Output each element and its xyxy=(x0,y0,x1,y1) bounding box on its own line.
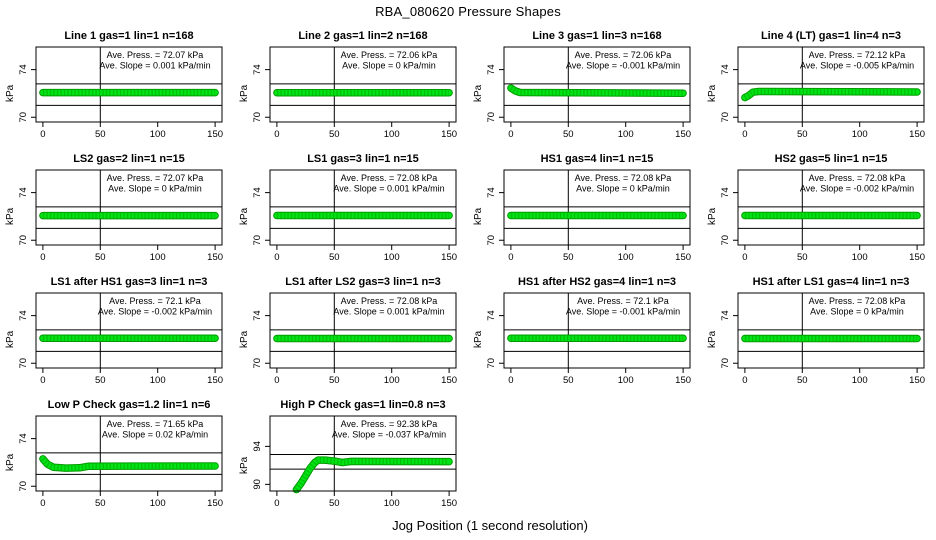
x-tick-label: 150 xyxy=(675,129,692,140)
y-tick-label: 70 xyxy=(486,111,497,123)
x-tick-label: 0 xyxy=(40,129,46,140)
subplot-canvas xyxy=(468,148,702,271)
annotation-ave-press: Ave. Press. = 72.1 kPa xyxy=(577,296,669,306)
subplot-2 xyxy=(234,25,468,148)
y-tick-label: 74 xyxy=(486,310,497,321)
x-tick-label: 100 xyxy=(383,375,400,386)
subplot-title: Low P Check gas=1.2 lin=1 n=6 xyxy=(47,399,211,411)
subplot-5 xyxy=(0,148,234,271)
annotation-ave-press: Ave. Press. = 72.08 kPa xyxy=(340,173,438,183)
x-tick-label: 50 xyxy=(563,129,574,140)
x-tick-label: 150 xyxy=(207,498,224,509)
subplot-7 xyxy=(468,148,702,271)
y-axis-unit: kPa xyxy=(473,330,484,349)
annotation-ave-press: Ave. Press. = 72.1 kPa xyxy=(109,296,201,306)
y-tick-label: 70 xyxy=(252,357,263,369)
x-tick-label: 0 xyxy=(274,129,280,140)
x-tick-label: 150 xyxy=(207,129,224,140)
x-tick-label: 150 xyxy=(675,375,692,386)
x-tick-label: 0 xyxy=(40,252,46,263)
annotation-ave-press: Ave. Press. = 72.07 kPa xyxy=(106,173,204,183)
y-tick-label: 74 xyxy=(252,64,263,75)
annotation-ave-slope: Ave. Slope = 0.001 kPa/min xyxy=(99,60,211,71)
subplot-title: Line 4 (LT) gas=1 lin=4 n=3 xyxy=(760,30,902,42)
subplot-3 xyxy=(468,25,702,148)
subplot-canvas xyxy=(0,271,234,394)
subplot-12 xyxy=(702,271,936,394)
x-tick-label: 100 xyxy=(149,375,166,386)
y-tick-label: 74 xyxy=(18,187,29,198)
subplot-8 xyxy=(702,148,936,271)
y-tick-label: 70 xyxy=(18,480,29,492)
y-tick-label: 74 xyxy=(252,187,263,198)
annotation-ave-press: Ave. Press. = 71.65 kPa xyxy=(106,419,204,429)
x-tick-label: 0 xyxy=(274,252,280,263)
subplot-9 xyxy=(0,271,234,394)
subplot-title: Line 3 gas=1 lin=3 n=168 xyxy=(532,30,662,42)
x-tick-label: 50 xyxy=(329,375,340,386)
annotation-ave-slope: Ave. Slope = 0 kPa/min xyxy=(342,60,436,71)
annotation-ave-slope: Ave. Slope = 0 kPa/min xyxy=(810,306,904,317)
subplot-1 xyxy=(0,25,234,148)
annotation-ave-press: Ave. Press. = 92.38 kPa xyxy=(340,419,438,429)
subplot-10 xyxy=(234,271,468,394)
y-axis-unit: kPa xyxy=(5,330,16,349)
subplot-canvas xyxy=(234,25,468,148)
x-tick-label: 0 xyxy=(274,498,280,509)
x-tick-label: 0 xyxy=(742,129,748,140)
x-tick-label: 50 xyxy=(329,252,340,263)
x-tick-label: 100 xyxy=(149,498,166,509)
subplot-canvas xyxy=(468,271,702,394)
x-tick-label: 150 xyxy=(207,252,224,263)
x-tick-label: 150 xyxy=(441,129,458,140)
y-axis-unit: kPa xyxy=(707,84,718,103)
x-tick-label: 150 xyxy=(909,375,926,386)
y-tick-label: 70 xyxy=(252,234,263,246)
x-tick-label: 0 xyxy=(508,129,514,140)
subplot-title: LS1 gas=3 lin=1 n=15 xyxy=(307,153,419,165)
annotation-ave-slope: Ave. Slope = -0.002 kPa/min xyxy=(799,183,915,194)
subplot-title: HS1 after LS1 gas=4 lin=1 n=3 xyxy=(752,276,910,288)
y-axis-unit: kPa xyxy=(239,207,250,226)
x-tick-label: 50 xyxy=(563,375,574,386)
y-tick-label: 70 xyxy=(18,357,29,369)
y-axis-unit: kPa xyxy=(473,207,484,226)
x-tick-label: 150 xyxy=(441,252,458,263)
y-axis-unit: kPa xyxy=(473,84,484,103)
y-tick-label: 70 xyxy=(18,111,29,123)
x-tick-label: 0 xyxy=(508,252,514,263)
y-axis-unit: kPa xyxy=(5,453,16,472)
x-tick-label: 100 xyxy=(617,252,634,263)
y-tick-label: 70 xyxy=(18,234,29,246)
x-axis-label: Jog Position (1 second resolution) xyxy=(392,518,588,533)
annotation-ave-slope: Ave. Slope = 0 kPa/min xyxy=(108,183,202,194)
annotation-ave-slope: Ave. Slope = 0.001 kPa/min xyxy=(333,306,445,317)
annotation-ave-press: Ave. Press. = 72.08 kPa xyxy=(808,173,906,183)
annotation-ave-slope: Ave. Slope = -0.002 kPa/min xyxy=(97,306,213,317)
y-axis-unit: kPa xyxy=(707,330,718,349)
subplot-14 xyxy=(234,394,468,517)
x-tick-label: 50 xyxy=(95,252,106,263)
subplot-6 xyxy=(234,148,468,271)
subplot-canvas xyxy=(0,25,234,148)
subplot-title: Line 2 gas=1 lin=2 n=168 xyxy=(298,30,428,42)
y-tick-label: 74 xyxy=(720,310,731,321)
x-tick-label: 50 xyxy=(563,252,574,263)
annotation-ave-press: Ave. Press. = 72.06 kPa xyxy=(574,50,672,60)
y-tick-label: 90 xyxy=(252,479,263,490)
x-tick-label: 0 xyxy=(742,252,748,263)
subplot-title: LS1 after HS1 gas=3 lin=1 n=3 xyxy=(50,276,208,288)
x-tick-label: 100 xyxy=(617,129,634,140)
x-tick-label: 0 xyxy=(742,375,748,386)
x-tick-label: 100 xyxy=(383,252,400,263)
y-tick-label: 74 xyxy=(18,64,29,75)
annotation-ave-slope: Ave. Slope = 0 kPa/min xyxy=(576,183,670,194)
subplot-title: High P Check gas=1 lin=0.8 n=3 xyxy=(280,399,446,411)
x-tick-label: 50 xyxy=(797,375,808,386)
x-tick-label: 100 xyxy=(851,375,868,386)
pressure-series-edge xyxy=(296,460,449,490)
subplot-title: HS2 gas=5 lin=1 n=15 xyxy=(774,153,888,165)
subplot-4 xyxy=(702,25,936,148)
annotation-ave-press: Ave. Press. = 72.08 kPa xyxy=(340,296,438,306)
annotation-ave-press: Ave. Press. = 72.06 kPa xyxy=(340,50,438,60)
x-tick-label: 100 xyxy=(383,129,400,140)
x-tick-label: 150 xyxy=(909,129,926,140)
x-tick-label: 100 xyxy=(851,129,868,140)
subplot-canvas xyxy=(702,271,936,394)
annotation-ave-press: Ave. Press. = 72.08 kPa xyxy=(808,296,906,306)
y-tick-label: 74 xyxy=(720,187,731,198)
subplot-canvas xyxy=(234,148,468,271)
y-tick-label: 70 xyxy=(720,234,731,246)
y-axis-unit: kPa xyxy=(239,84,250,103)
subplot-canvas xyxy=(234,394,468,517)
y-axis-unit: kPa xyxy=(5,84,16,103)
subplot-canvas xyxy=(702,25,936,148)
x-tick-label: 50 xyxy=(797,252,808,263)
x-tick-label: 150 xyxy=(909,252,926,263)
y-tick-label: 74 xyxy=(18,310,29,321)
annotation-ave-slope: Ave. Slope = -0.001 kPa/min xyxy=(565,60,681,71)
x-tick-label: 150 xyxy=(441,375,458,386)
x-tick-label: 50 xyxy=(95,375,106,386)
x-tick-label: 150 xyxy=(675,252,692,263)
x-tick-label: 0 xyxy=(40,498,46,509)
y-tick-label: 70 xyxy=(720,357,731,369)
y-tick-label: 70 xyxy=(486,357,497,369)
subplot-canvas xyxy=(0,148,234,271)
subplot-canvas xyxy=(0,394,234,517)
x-tick-label: 100 xyxy=(851,252,868,263)
x-tick-label: 0 xyxy=(40,375,46,386)
y-axis-unit: kPa xyxy=(239,456,250,474)
x-tick-label: 100 xyxy=(149,252,166,263)
annotation-ave-slope: Ave. Slope = -0.001 kPa/min xyxy=(565,306,681,317)
y-tick-label: 74 xyxy=(720,64,731,75)
y-tick-label: 70 xyxy=(720,111,731,123)
y-axis-unit: kPa xyxy=(5,207,16,226)
y-tick-label: 74 xyxy=(252,310,263,321)
subplot-13 xyxy=(0,394,234,517)
annotation-ave-slope: Ave. Slope = -0.037 kPa/min xyxy=(331,429,447,440)
x-tick-label: 50 xyxy=(797,129,808,140)
y-tick-label: 74 xyxy=(18,433,29,444)
x-tick-label: 50 xyxy=(329,129,340,140)
subplot-title: HS1 after HS2 gas=4 lin=1 n=3 xyxy=(517,276,677,288)
x-tick-label: 50 xyxy=(95,129,106,140)
subplot-canvas xyxy=(702,148,936,271)
subplot-title: HS1 gas=4 lin=1 n=15 xyxy=(540,153,654,165)
y-tick-label: 74 xyxy=(486,64,497,75)
y-tick-label: 94 xyxy=(252,441,263,452)
x-tick-label: 0 xyxy=(508,375,514,386)
figure-title: RBA_080620 Pressure Shapes xyxy=(375,4,561,19)
y-tick-label: 74 xyxy=(486,187,497,198)
x-tick-label: 50 xyxy=(95,498,106,509)
subplot-canvas xyxy=(234,271,468,394)
annotation-ave-press: Ave. Press. = 72.12 kPa xyxy=(808,50,906,60)
subplot-title: LS2 gas=2 lin=1 n=15 xyxy=(73,153,185,165)
y-axis-unit: kPa xyxy=(239,330,250,349)
x-tick-label: 150 xyxy=(441,498,458,509)
annotation-ave-slope: Ave. Slope = 0.001 kPa/min xyxy=(333,183,445,194)
subplot-title: LS1 after LS2 gas=3 lin=1 n=3 xyxy=(285,276,441,288)
subplot-canvas xyxy=(468,25,702,148)
x-tick-label: 100 xyxy=(617,375,634,386)
annotation-ave-slope: Ave. Slope = 0.02 kPa/min xyxy=(101,429,209,440)
x-tick-label: 150 xyxy=(207,375,224,386)
x-tick-label: 100 xyxy=(149,129,166,140)
x-tick-label: 50 xyxy=(329,498,340,509)
y-tick-label: 70 xyxy=(486,234,497,246)
x-tick-label: 0 xyxy=(274,375,280,386)
y-axis-unit: kPa xyxy=(707,207,718,226)
y-tick-label: 70 xyxy=(252,111,263,123)
annotation-ave-press: Ave. Press. = 72.07 kPa xyxy=(106,50,204,60)
x-tick-label: 100 xyxy=(383,498,400,509)
subplot-title: Line 1 gas=1 lin=1 n=168 xyxy=(64,30,194,42)
annotation-ave-press: Ave. Press. = 72.08 kPa xyxy=(574,173,672,183)
subplot-11 xyxy=(468,271,702,394)
subplot-grid xyxy=(0,25,936,517)
annotation-ave-slope: Ave. Slope = -0.005 kPa/min xyxy=(799,60,915,71)
